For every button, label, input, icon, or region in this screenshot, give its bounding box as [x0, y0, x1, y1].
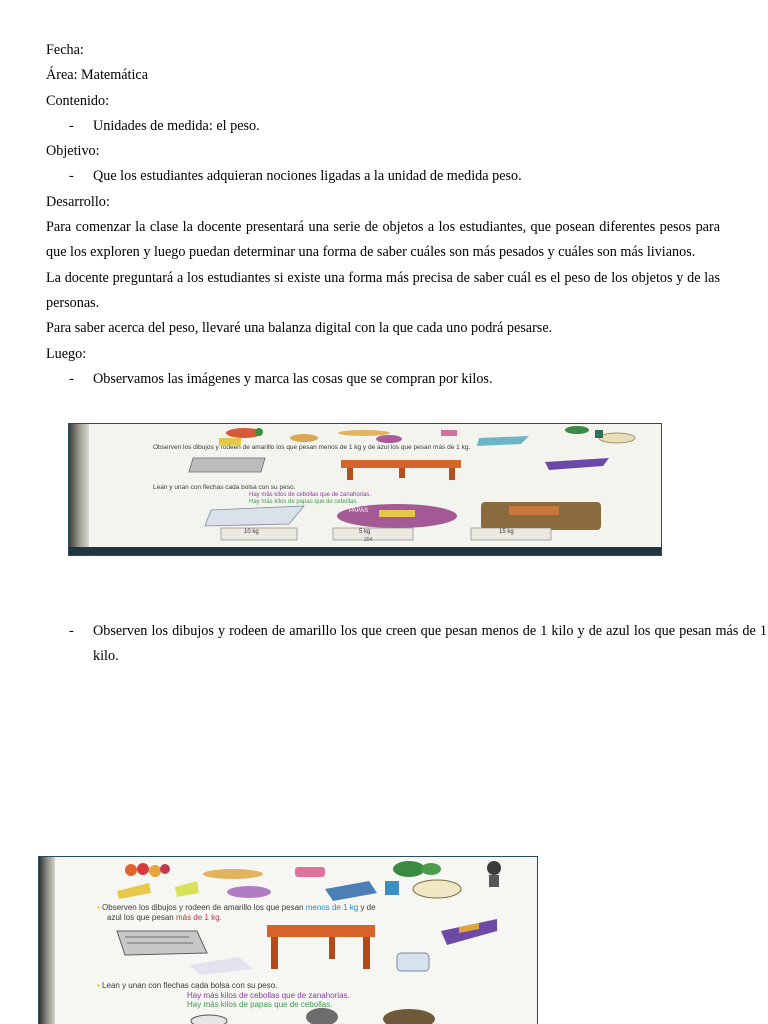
candy-icon: [441, 430, 457, 436]
potato-sack-icon: [481, 502, 601, 530]
sausage-icon: [227, 886, 271, 898]
fruit-icon: [125, 863, 170, 877]
lettuce-icon: [393, 861, 441, 877]
pillow-icon: [189, 957, 253, 975]
bullet-dot: •: [97, 981, 100, 990]
paragraph-3: Para saber acerca del peso, llevaré una balanza digital con la que cada uno podrá pesarse.: [46, 320, 553, 337]
large-instruction-1: [97, 903, 376, 912]
large-instruction-2: [97, 981, 277, 990]
small-weight-1: 10 kg: [244, 529, 259, 535]
lesson-plan-document: [46, 38, 720, 392]
dash-marker: -: [69, 623, 74, 639]
large-instruction-1d: azul los que pesan: [107, 913, 174, 922]
large-instruction-1e: más de 1 kg.: [175, 913, 222, 922]
small-page-number: 204: [364, 537, 373, 543]
small-bag-label: PAPAS: [349, 508, 369, 514]
paragraph-1: Para comenzar la clase la docente presentará una serie de objetos a los estudiantes, que posean diferentes pesos para que los exploren y luego puedan determinar una forma de saber cuáles son más pesados y cuáles son más livianos.: [46, 219, 720, 261]
dash-marker: -: [69, 117, 74, 134]
bullet-observen: [46, 619, 767, 670]
scarf-icon: [545, 458, 609, 470]
objetivo-item-text: Que los estudiantes adquieran nociones ligadas a la unidad de medida peso.: [93, 168, 522, 185]
small-instruction-2: Lean y unan con flechas cada bolsa con su peso.: [153, 484, 296, 491]
small-weight-3: 15 kg: [499, 529, 514, 535]
small-weight-2: 5 kg: [359, 529, 371, 535]
large-line-a: Hay más kilos de cebollas que de zanahorias.: [187, 991, 350, 1000]
worksheet-image-small: [68, 423, 662, 556]
page-edge-shadow: [69, 547, 661, 555]
luego-label: Luego:: [46, 345, 87, 362]
large-instruction-1a: Observen los dibujos y rodeen de amarillo los que pesan: [102, 903, 304, 912]
bullet-observamos-text: Observamos las imágenes y marca las cosas que se compran por kilos.: [93, 370, 493, 387]
small-line-a: Hay más kilos de cebollas que de zanahorias.: [249, 492, 372, 498]
bag-icon: [191, 1008, 435, 1024]
lettuce-icon: [565, 426, 589, 434]
contenido-item: [46, 114, 720, 139]
dash-marker: -: [69, 370, 74, 387]
objetivo-label: Objetivo:: [46, 143, 100, 160]
bread-icon: [290, 434, 318, 442]
bullet-dot: •: [97, 903, 100, 912]
cheese-icon: [117, 881, 199, 899]
paragraph-2: La docente preguntará a los estudiantes si existe una forma más precisa de saber cuál es el peso de los objetos y de las personas.: [46, 269, 720, 311]
objetivo-item: [46, 164, 720, 189]
sugar-bag-icon: [397, 953, 429, 971]
large-instruction-1-line2: [107, 913, 222, 922]
cups-icon: [385, 881, 399, 895]
towel-icon: [325, 881, 377, 901]
table-icon: [267, 925, 375, 969]
dash-marker: -: [69, 168, 74, 185]
newspaper-icon: [117, 931, 207, 955]
contenido-label: Contenido:: [46, 92, 110, 109]
eggs-icon: [599, 433, 635, 443]
large-line-b: Hay más kilos de papas que de cebollas.: [187, 1000, 333, 1009]
pillow-icon: [205, 506, 304, 526]
desarrollo-label: Desarrollo:: [46, 193, 110, 210]
worksheet-image-large: [38, 856, 538, 1024]
bullet-observen-text: Observen los dibujos y rodeen de amarillo los que creen que pesan menos de 1 kilo y de azul los que pesan más de 1 kilo.: [93, 623, 767, 665]
contenido-item-text: Unidades de medida: el peso.: [93, 117, 260, 134]
newspaper-icon: [189, 458, 265, 472]
large-instruction-2-text: Lean y unan con flechas cada bolsa con su peso.: [102, 981, 278, 990]
bread-icon: [203, 869, 263, 879]
small-line-b: Hay más kilos de papas que de cebollas.: [249, 499, 359, 505]
baguette-icon: [338, 430, 390, 436]
small-instruction-1: Observen los dibujos y rodeen de amarillo los que pesan menos de 1 kg y de azul los que pesan más de 1 kg.: [153, 444, 471, 451]
area-label: Área: Matemática: [46, 67, 149, 84]
table-icon: [341, 460, 461, 480]
scale-icon: [487, 861, 501, 887]
fecha-label: Fecha:: [46, 42, 84, 58]
large-instruction-1b: menos de 1 kg: [305, 903, 359, 912]
large-instruction-1c: y de: [360, 903, 376, 912]
fruit-icon: [226, 428, 263, 438]
eggs-icon: [413, 880, 461, 898]
candy-icon: [295, 867, 325, 877]
bullet-observamos: [46, 367, 720, 392]
sausage-icon: [376, 435, 402, 443]
scarf-icon: [441, 919, 497, 945]
fabric-icon: [477, 436, 529, 446]
